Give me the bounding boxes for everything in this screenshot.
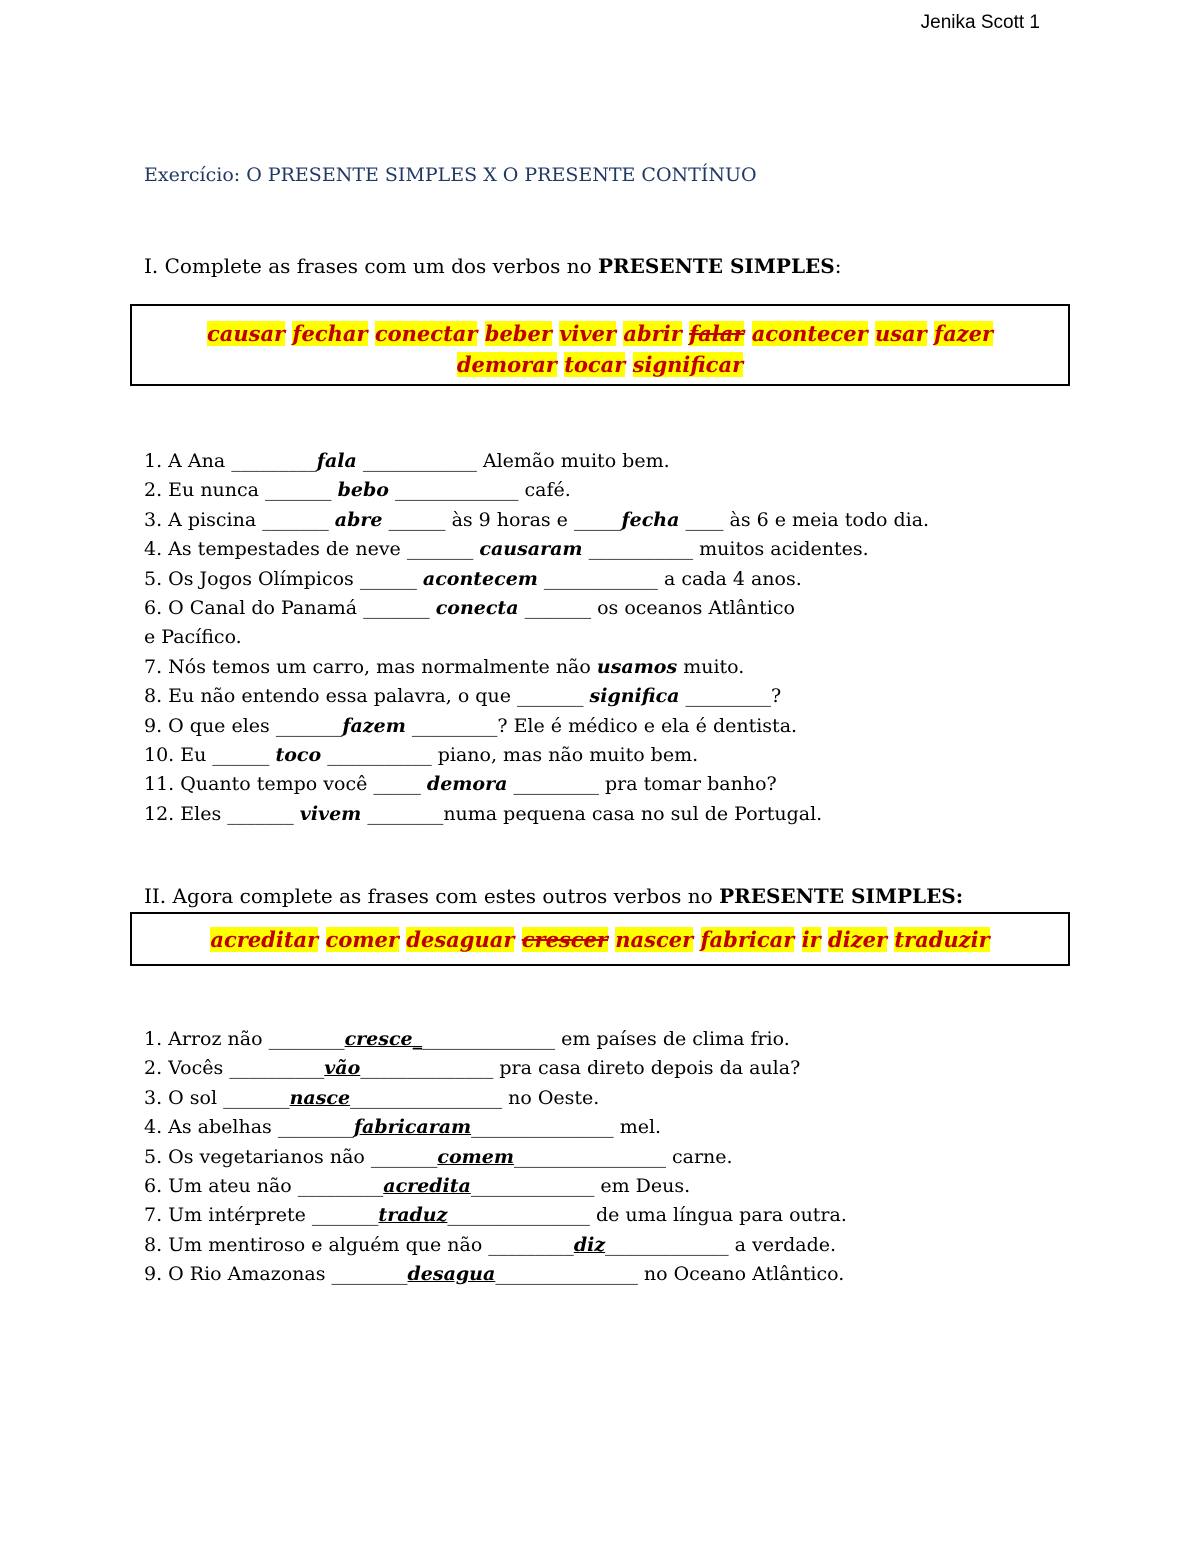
word-bank-word: dizer: [828, 927, 888, 952]
word-bank-word: beber: [484, 321, 552, 346]
line-text: _____________ café.: [388, 479, 571, 502]
line-text: 7. Um intérprete _______: [144, 1204, 379, 1227]
instruction-text: I. Complete as frases com um dos verbos no: [144, 254, 599, 278]
word-bank-word-crossed: falar: [689, 321, 745, 346]
line-text: 12. Eles _______: [144, 802, 300, 825]
line-text: 4. As tempestades de neve _______: [144, 538, 480, 561]
answer-verb: abre: [334, 508, 383, 531]
answer-verb: vão: [324, 1057, 361, 1080]
line-text: 1. Arroz não ________: [144, 1028, 345, 1050]
word-bank-word: usar: [874, 321, 927, 346]
line-text: _____________ em Deus.: [470, 1174, 691, 1197]
instruction-bold: PRESENTE SIMPLES: [598, 254, 835, 278]
answer-verb: fala: [316, 450, 357, 472]
exercise-line: [144, 535, 929, 564]
line-text: 9. O que eles _______: [144, 714, 343, 737]
line-text: 4. As abelhas ________: [144, 1116, 354, 1139]
exercise-line: [144, 682, 929, 711]
answer-verb: conecta: [435, 596, 519, 619]
answer-verb: desagua: [407, 1263, 496, 1286]
word-bank-word: comer: [325, 927, 399, 952]
line-text: _______________ no Oceano Atlântico.: [495, 1263, 845, 1286]
exercise-list-1: [144, 447, 929, 829]
exercise-line: [144, 623, 929, 652]
line-text: 2. Vocês __________: [144, 1057, 325, 1080]
line-text: 1. A Ana _________: [144, 450, 317, 472]
line-text: 2. Eu nunca _______: [144, 479, 338, 502]
exercise-line: [144, 770, 929, 799]
line-text: _______________ mel.: [471, 1116, 662, 1139]
exercise-line: [144, 1201, 847, 1230]
line-text: _______________ de uma língua para outra.: [447, 1204, 847, 1227]
word-bank-word: acreditar: [210, 927, 319, 952]
answer-verb: traduz: [378, 1204, 448, 1227]
line-text: _____________ a verdade.: [605, 1233, 837, 1256]
exercise-line: [144, 1260, 847, 1289]
exercise-line: [144, 712, 929, 741]
answer-verb: bebo: [337, 479, 389, 502]
line-text: ______________ em países de clima frio.: [422, 1028, 790, 1050]
line-text: _________ pra tomar banho?: [507, 773, 777, 796]
word-bank-word: fazer: [934, 321, 994, 346]
line-text: 7. Nós temos um carro, mas normalmente não: [144, 655, 597, 678]
line-text: 10. Eu ______: [144, 743, 276, 766]
exercise-line: [144, 1054, 847, 1083]
word-bank-word: desaguar: [406, 927, 515, 952]
word-bank-word: demorar: [456, 352, 557, 377]
instruction-bold: PRESENTE SIMPLES:: [719, 884, 964, 908]
line-text: _________?: [679, 685, 782, 708]
answer-verb: diz: [573, 1233, 606, 1256]
exercise-list-2: [144, 1025, 847, 1290]
instruction-suffix: :: [834, 254, 842, 278]
exercise-line: [144, 1143, 847, 1172]
answer-verb: fazem: [342, 714, 406, 737]
line-text: ______ às 9 horas e _____: [382, 508, 622, 531]
line-text: ____ às 6 e meia todo dia.: [679, 508, 930, 531]
line-text: ______________ pra casa direto depois da aula?: [360, 1057, 801, 1080]
page-header: Jenika Scott 1: [920, 12, 1040, 33]
word-bank-word: traduzir: [894, 927, 990, 952]
exercise-title: Exercício: O PRESENTE SIMPLES X O PRESENTE CONTÍNUO: [144, 164, 757, 186]
line-text: _________? Ele é médico e ela é dentista.: [405, 714, 798, 737]
word-bank-word: nascer: [615, 927, 694, 952]
line-text: 6. Um ateu não _________: [144, 1174, 384, 1197]
line-text: _______ os oceanos Atlântico: [518, 596, 795, 619]
exercise-line: [144, 506, 929, 535]
answer-verb: cresce_: [344, 1028, 423, 1050]
answer-verb: acontecem: [422, 567, 538, 590]
line-text: ___________ muitos acidentes.: [582, 538, 869, 561]
answer-verb: nasce: [289, 1086, 351, 1109]
exercise-line: [144, 741, 929, 770]
exercise-line: [144, 476, 929, 505]
exercise-line: [144, 1231, 847, 1260]
line-text: 9. O Rio Amazonas ________: [144, 1263, 408, 1286]
word-bank-2: [130, 912, 1070, 966]
word-bank-word-crossed: crescer: [521, 927, 608, 952]
line-text: ___________ piano, mas não muito bem.: [321, 743, 699, 766]
word-bank-word: causar: [206, 321, 286, 346]
exercise-line: [144, 1113, 847, 1142]
line-text: ____________ a cada 4 anos.: [537, 567, 802, 590]
line-text: 11. Quanto tempo você _____: [144, 773, 427, 796]
word-bank-word: significar: [632, 352, 744, 377]
line-text: 5. Os Jogos Olímpicos ______: [144, 567, 423, 590]
word-bank-word: acontecer: [751, 321, 868, 346]
answer-verb: vivem: [299, 802, 362, 825]
exercise-line: [144, 565, 929, 594]
line-text: 8. Eu não entendo essa palavra, o que _______: [144, 685, 590, 708]
line-text: ____________ Alemão muito bem.: [356, 450, 670, 472]
section-1-instruction: [144, 254, 841, 278]
answer-verb: toco: [275, 743, 322, 766]
answer-verb: comem: [437, 1145, 514, 1168]
line-text: ________numa pequena casa no sul de Portugal.: [361, 802, 823, 825]
exercise-line: [144, 1172, 847, 1201]
answer-verb: usamos: [596, 655, 678, 678]
answer-verb: acredita: [383, 1174, 471, 1197]
line-text: e Pacífico.: [144, 626, 242, 649]
word-bank-1-line-1: [132, 318, 1068, 349]
word-bank-word: tocar: [564, 352, 626, 377]
word-bank-word: fechar: [292, 321, 368, 346]
word-bank-1-line-2: [132, 349, 1068, 380]
section-2-instruction: [144, 884, 963, 908]
word-bank-word: conectar: [374, 321, 478, 346]
answer-verb: causaram: [479, 538, 583, 561]
answer-verb: demora: [426, 773, 508, 796]
answer-verb: fabricaram: [353, 1116, 472, 1139]
exercise-line: [144, 1025, 847, 1054]
line-text: 8. Um mentiroso e alguém que não _________: [144, 1233, 574, 1256]
word-bank-1: [130, 304, 1070, 386]
word-bank-word: ir: [801, 927, 821, 952]
instruction-text: II. Agora complete as frases com estes outros verbos no: [144, 884, 720, 908]
line-text: ________________ no Oeste.: [350, 1086, 600, 1109]
line-text: 3. A piscina _______: [144, 508, 335, 531]
word-bank-word: abrir: [623, 321, 682, 346]
exercise-line: [144, 447, 929, 476]
word-bank-word: viver: [559, 321, 617, 346]
line-text: 3. O sol _______: [144, 1086, 290, 1109]
word-bank-word: fabricar: [700, 927, 795, 952]
exercise-line: [144, 653, 929, 682]
answer-verb: fecha: [621, 508, 680, 531]
line-text: muito.: [677, 655, 745, 678]
line-text: ________________ carne.: [513, 1145, 733, 1168]
line-text: 5. Os vegetarianos não _______: [144, 1145, 438, 1168]
exercise-line: [144, 800, 929, 829]
exercise-line: [144, 594, 929, 623]
line-text: 6. O Canal do Panamá _______: [144, 596, 436, 619]
answer-verb: significa: [589, 685, 680, 708]
exercise-line: [144, 1084, 847, 1113]
